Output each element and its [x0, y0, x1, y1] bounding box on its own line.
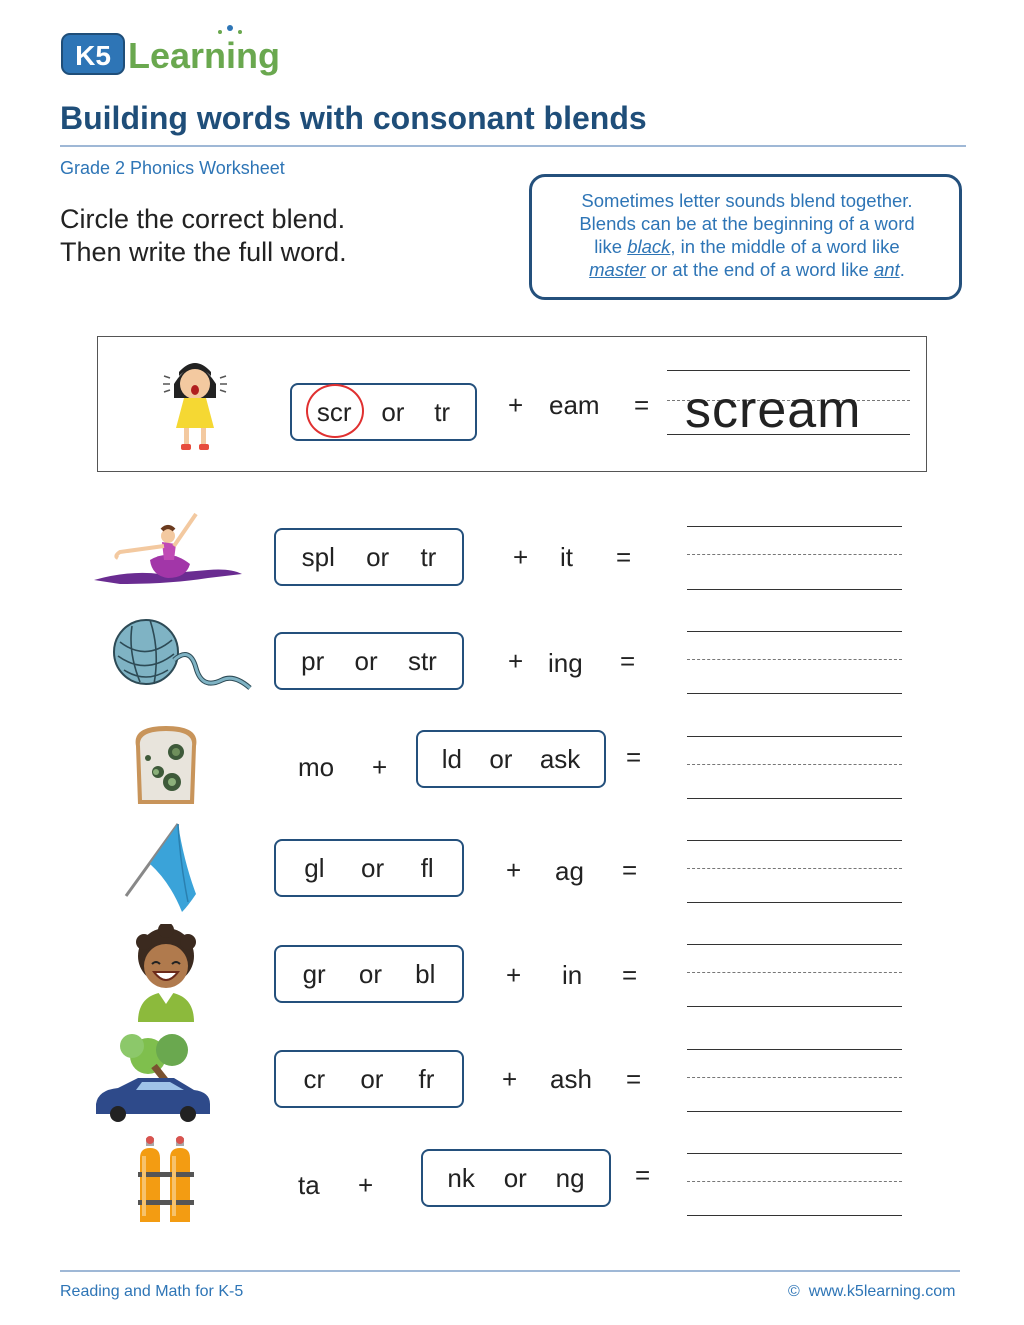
footer-divider: [60, 1270, 960, 1272]
example-plus: +: [508, 390, 524, 420]
problem-1-equals: =: [616, 542, 632, 572]
problem-4-plus: +: [506, 855, 522, 885]
problem-7-equals: =: [635, 1160, 651, 1190]
example-answer: scream: [685, 381, 862, 439]
air-tanks-icon: [136, 1136, 198, 1233]
flag-icon: [122, 822, 202, 919]
problem-7-or: or: [503, 1162, 527, 1193]
example-or: or: [381, 396, 405, 427]
problem-3-equals: =: [626, 742, 642, 772]
problem-5-blend-choices: [274, 945, 464, 1003]
footer-site-link[interactable]: www.k5learning.com: [808, 1283, 956, 1300]
problem-6-answer-field[interactable]: [687, 1049, 902, 1113]
footer-tagline: Reading and Math for K-5: [60, 1283, 244, 1300]
yarn-ball-icon: [110, 616, 255, 701]
problem-5-choice-1[interactable]: gr: [302, 958, 326, 989]
problem-2-or: or: [354, 645, 378, 676]
problem-5-plus: +: [506, 960, 522, 990]
problem-2-plus: +: [508, 646, 524, 676]
problem-3-choice-1[interactable]: ld: [441, 743, 462, 774]
problem-7-plus: +: [358, 1170, 374, 1200]
example-choice-1[interactable]: scr: [316, 396, 352, 427]
problem-3-or: or: [489, 743, 513, 774]
screaming-girl-icon: [160, 352, 230, 461]
problem-3-blend-choices: [416, 730, 606, 788]
problem-4-blend-choices: [274, 839, 464, 897]
footer-site: [788, 1283, 955, 1301]
problem-7-answer-field[interactable]: [687, 1153, 902, 1217]
problem-4-or: or: [361, 852, 385, 883]
page-subtitle: Grade 2 Phonics Worksheet: [60, 158, 285, 178]
problem-4-choice-2[interactable]: fl: [420, 852, 434, 883]
info-example-black: black: [627, 236, 671, 257]
problem-4-answer-field[interactable]: [687, 840, 902, 904]
problem-6-or: or: [360, 1063, 384, 1094]
instruction-line-1: Circle the correct blend.: [60, 204, 346, 234]
moldy-bread-icon: [130, 724, 202, 813]
info-text-4: , in the middle of a word like: [670, 236, 900, 257]
info-example-ant: ant: [873, 259, 900, 280]
problem-5-answer-field[interactable]: [687, 944, 902, 1008]
logo-k5: K5: [75, 40, 111, 71]
problem-4-choice-1[interactable]: gl: [304, 852, 325, 883]
problem-6-choice-1[interactable]: cr: [303, 1063, 326, 1094]
problem-3-choice-2[interactable]: ask: [539, 743, 581, 774]
info-sentence-1: Sometimes letter sounds blend together.: [581, 190, 913, 211]
problem-2-equals: =: [620, 646, 636, 676]
problem-2-choice-1[interactable]: pr: [301, 645, 325, 676]
problem-7-word-part: ta: [298, 1170, 320, 1200]
problem-1-plus: +: [513, 542, 529, 572]
k5-learning-logo: [60, 20, 290, 80]
problem-3-answer-field[interactable]: [687, 736, 902, 800]
problem-6-plus: +: [502, 1064, 518, 1094]
problem-5-or: or: [358, 958, 382, 989]
info-example-master: master: [589, 259, 646, 280]
copyright-symbol: ©: [788, 1283, 800, 1300]
problem-4-word-part: ag: [555, 856, 584, 886]
info-text-3: like: [594, 236, 628, 257]
problem-6-choice-2[interactable]: fr: [418, 1063, 435, 1094]
problem-5-word-part: in: [562, 960, 583, 990]
problem-2-choice-2[interactable]: str: [407, 645, 437, 676]
problem-6-equals: =: [626, 1064, 642, 1094]
problem-1-blend-choices: [274, 528, 464, 586]
problem-7-blend-choices: [421, 1149, 611, 1207]
example-equals: =: [634, 390, 650, 420]
example-word-part: eam: [549, 390, 600, 420]
problem-2-blend-choices: [274, 632, 464, 690]
problem-5-choice-2[interactable]: bl: [415, 958, 436, 989]
car-crash-icon: [92, 1034, 222, 1129]
problem-3-word-part: mo: [298, 752, 335, 782]
page-title: Building words with consonant blends: [60, 100, 647, 136]
problem-1-answer-field[interactable]: [687, 526, 902, 590]
example-answer-circle: [306, 384, 364, 438]
info-text-6: .: [899, 259, 905, 280]
problem-7-choice-2[interactable]: ng: [555, 1162, 585, 1193]
grinning-boy-icon: [130, 924, 202, 1027]
problem-3-plus: +: [372, 752, 388, 782]
ballerina-icon: [90, 508, 245, 595]
logo-learning: Learning: [128, 35, 281, 76]
info-text-5: or at the end of a word like: [645, 259, 874, 280]
info-sentence-2: Blends can be at the beginning of a word: [579, 213, 915, 234]
example-choice-2[interactable]: tr: [434, 396, 451, 427]
problem-6-word-part: ash: [550, 1064, 592, 1094]
problem-7-choice-1[interactable]: nk: [447, 1162, 475, 1193]
instruction-line-2: Then write the full word.: [60, 237, 347, 267]
problem-1-choice-2[interactable]: tr: [420, 541, 437, 572]
problem-6-blend-choices: [274, 1050, 464, 1108]
problem-1-choice-1[interactable]: spl: [301, 541, 335, 572]
problem-2-answer-field[interactable]: [687, 631, 902, 695]
info-text: [542, 189, 952, 281]
problem-5-equals: =: [622, 960, 638, 990]
problem-4-equals: =: [622, 855, 638, 885]
title-divider: [60, 145, 966, 147]
problem-1-or: or: [366, 541, 390, 572]
problem-2-word-part: ing: [548, 648, 583, 678]
problem-1-word-part: it: [560, 542, 573, 572]
example-writing-top-line: [667, 370, 910, 371]
